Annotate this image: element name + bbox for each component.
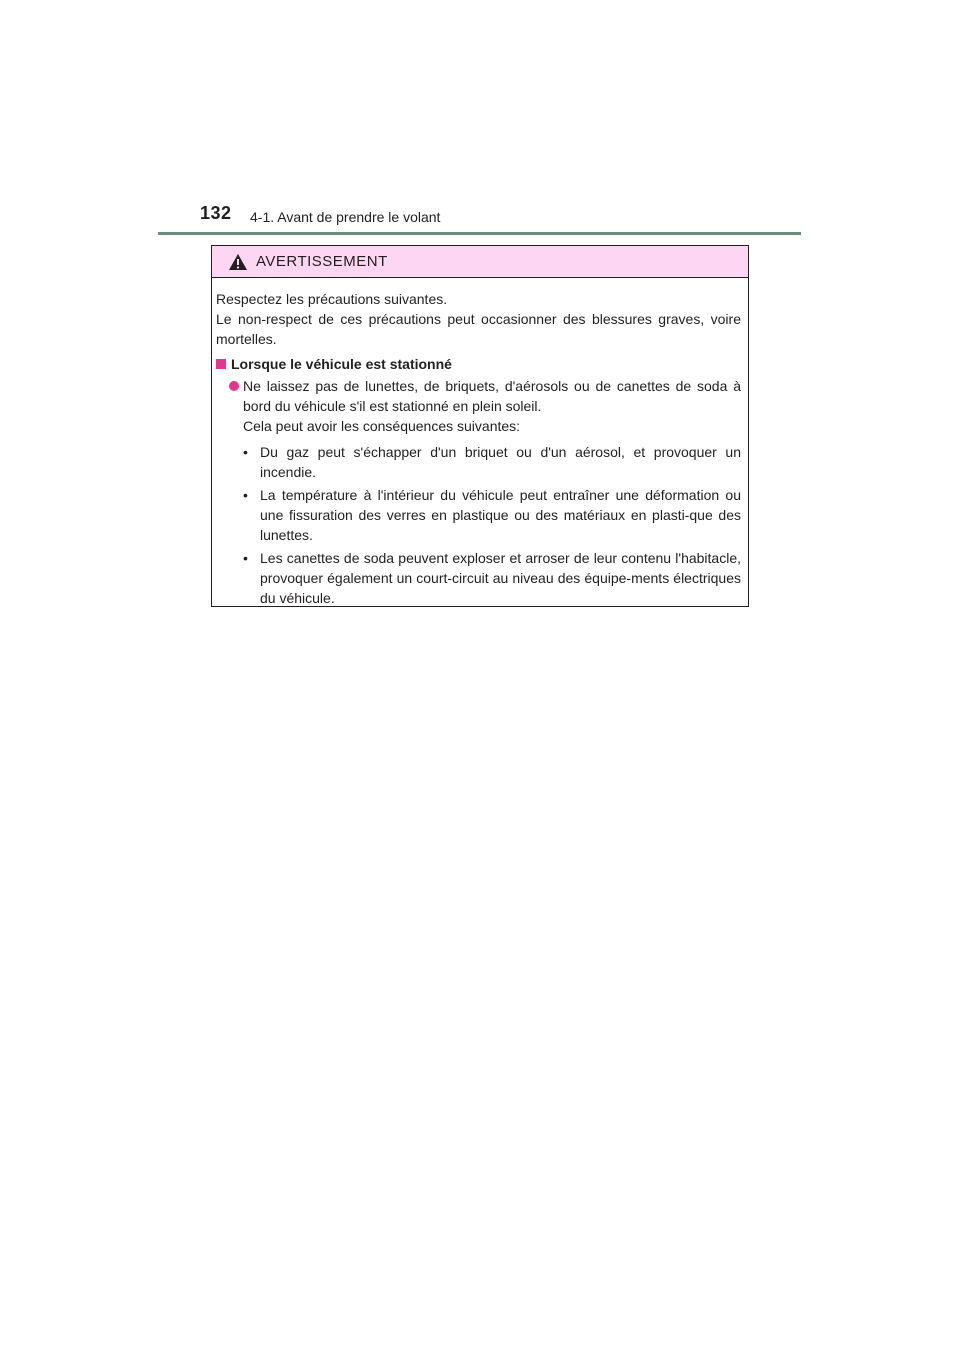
intro-line-2: Le non-respect de ces précautions peut occasionner des blessures graves, voire mortelles.	[216, 311, 741, 347]
round-bullet-icon	[229, 381, 239, 391]
square-bullet-icon	[216, 359, 226, 369]
point-item	[216, 376, 741, 436]
intro-line-1: Respectez les précautions suivantes.	[216, 291, 448, 307]
warning-title: AVERTISSEMENT	[256, 253, 388, 270]
list-item	[243, 548, 741, 608]
list-item-text: Du gaz peut s'échapper d'un briquet ou d'un aérosol, et provoquer un incendie.	[260, 444, 741, 480]
bullet-mark: •	[243, 550, 248, 566]
warning-body	[212, 278, 748, 608]
section-title: 4-1. Avant de prendre le volant	[250, 209, 441, 225]
page-number: 132	[200, 203, 232, 223]
warning-triangle-icon	[228, 253, 248, 271]
subheading	[216, 354, 741, 374]
warning-box	[211, 245, 749, 607]
list-item	[243, 442, 741, 482]
bullet-mark: •	[243, 444, 248, 460]
bullet-mark: •	[243, 487, 248, 503]
list-item-text: La température à l'intérieur du véhicule peut entraîner une déformation ou une fissuration des verres en plastique ou des matériaux en plasti-que des lunettes.	[260, 487, 741, 543]
point-consequence: Cela peut avoir les conséquences suivantes:	[243, 418, 521, 434]
header-rule	[158, 232, 801, 235]
point-text: Ne laissez pas de lunettes, de briquets, d'aérosols ou de canettes de soda à bord du véhicule s'il est stationné en plein soleil.	[243, 378, 741, 414]
list-item-text: Les canettes de soda peuvent exploser et arroser de leur contenu l'habitacle, provoquer également un court-circuit au niveau des équipe-ments électriques du véhicule.	[260, 550, 741, 606]
subheading-text: Lorsque le véhicule est stationné	[231, 356, 452, 372]
consequence-list	[216, 442, 741, 608]
warning-header	[212, 246, 748, 278]
list-item	[243, 485, 741, 545]
